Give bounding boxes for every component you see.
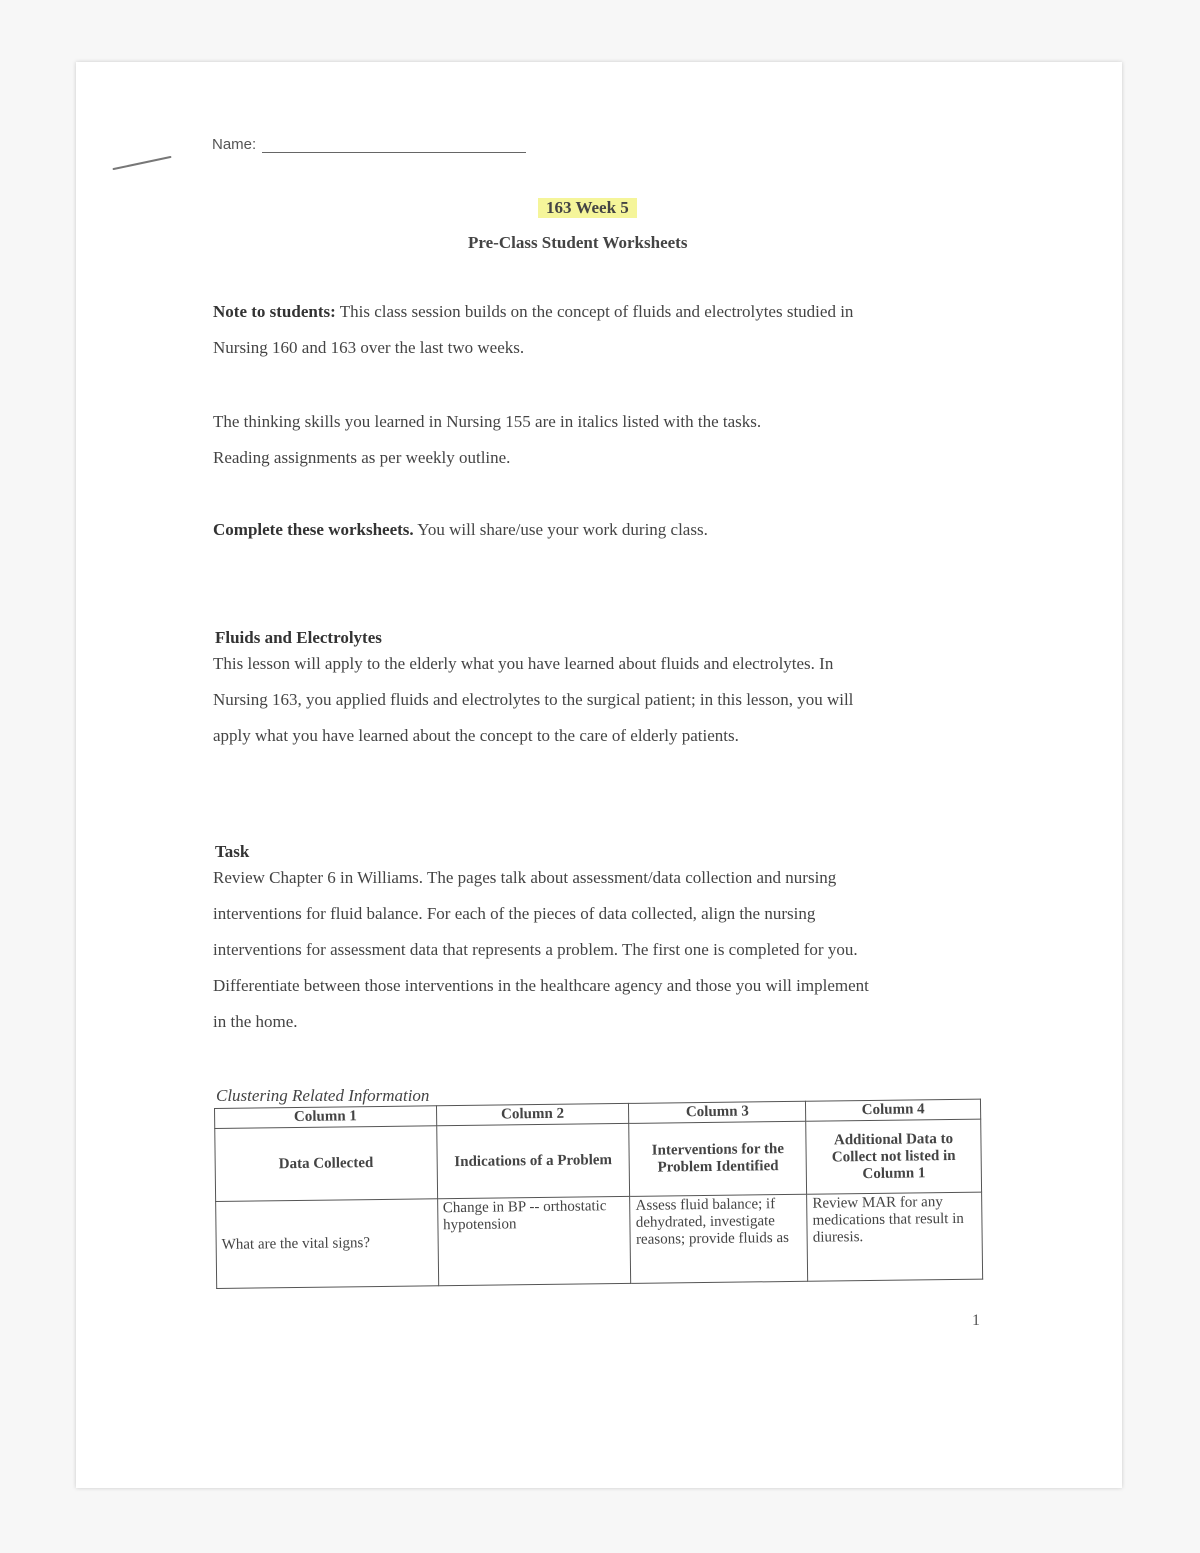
week-title: 163 Week 5 (538, 198, 637, 218)
column-2-header: Column 2 (436, 1103, 629, 1125)
interventions-header: Interventions for the Problem Identified (629, 1121, 807, 1196)
complete-text: You will share/use your work during class. (417, 520, 708, 539)
row-interventions: Assess fluid balance; if dehydrated, investigate reasons; provide fluids as (630, 1194, 808, 1283)
name-blank-line (262, 138, 526, 153)
task-paragraph (213, 860, 869, 1040)
task-line-2: interventions for fluid balance. For each of the pieces of data collected, align the nursing (213, 904, 816, 923)
fluids-heading: Fluids and Electrolytes (215, 628, 382, 647)
name-field (212, 136, 526, 153)
clustering-table (214, 1099, 983, 1289)
table-subhead-row (215, 1119, 982, 1201)
table-caption: Clustering Related Information (216, 1086, 430, 1105)
task-line-3: interventions for assessment data that represents a problem. The first one is completed for you. (213, 940, 858, 959)
column-1-header: Column 1 (215, 1106, 437, 1129)
note-label: Note to students: (213, 302, 336, 321)
task-line-4: Differentiate between those interventions in the healthcare agency and those you will implement (213, 976, 869, 995)
column-3-header: Column 3 (629, 1101, 806, 1123)
complete-label: Complete these worksheets. (213, 520, 414, 539)
fluids-paragraph (213, 646, 853, 754)
task-line-5: in the home. (213, 1012, 298, 1031)
note-line-1 (213, 294, 853, 330)
name-label: Name: (212, 136, 257, 153)
data-collected-header: Data Collected (215, 1126, 438, 1202)
fluids-line-2: Nursing 163, you applied fluids and electrolytes to the surgical patient; in this lesson, you will (213, 690, 854, 709)
additional-data-header: Additional Data to Collect not listed in Column 1 (806, 1119, 982, 1194)
complete-paragraph (213, 512, 708, 548)
fluids-line-1: This lesson will apply to the elderly what you have learned about fluids and electrolytes. In (213, 654, 834, 673)
note-line-2: Nursing 160 and 163 over the last two weeks. (213, 338, 525, 357)
row-indications: Change in BP -- orthostatic hypotension (437, 1196, 631, 1285)
row-additional-data: Review MAR for any medications that result in diuresis. (807, 1192, 983, 1281)
thinking-line-1: The thinking skills you learned in Nursing 155 are in italics listed with the tasks. (213, 412, 762, 431)
task-heading: Task (215, 842, 250, 861)
row-data-collected: What are the vital signs? (216, 1199, 439, 1289)
thinking-line-2: Reading assignments as per weekly outline. (213, 448, 511, 467)
column-4-header: Column 4 (806, 1099, 981, 1121)
indications-header: Indications of a Problem (436, 1123, 630, 1198)
fluids-line-3: apply what you have learned about the concept to the care of elderly patients. (213, 726, 739, 745)
thinking-paragraph (213, 404, 761, 476)
task-line-1: Review Chapter 6 in Williams. The pages talk about assessment/data collection and nursing (213, 868, 837, 887)
page-number: 1 (972, 1312, 980, 1329)
table-row (216, 1192, 983, 1288)
note-text-1: This class session builds on the concept of fluids and electrolytes studied in (339, 302, 854, 321)
note-paragraph (213, 294, 853, 366)
worksheet-subtitle: Pre-Class Student Worksheets (468, 233, 688, 252)
